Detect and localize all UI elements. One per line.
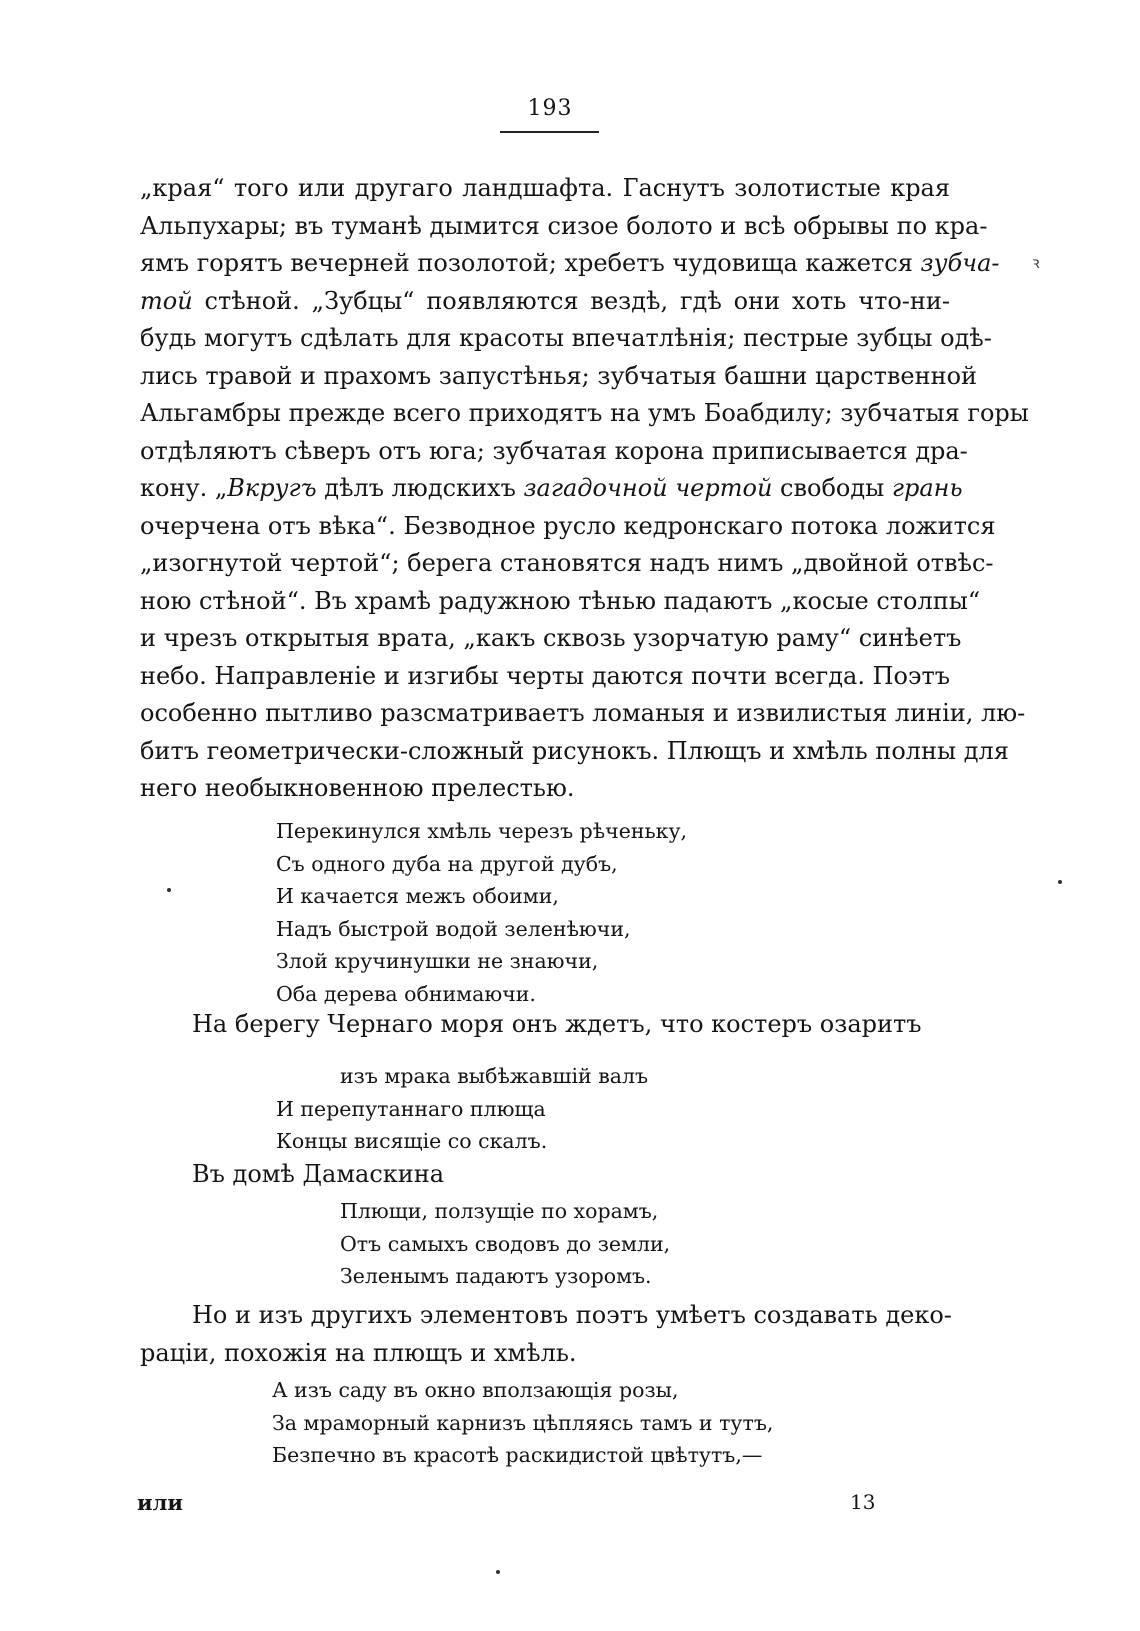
verse-line: Концы висящіе со скалъ. bbox=[276, 1129, 548, 1153]
verse-line: Оба дерева обнимаючи. bbox=[276, 981, 536, 1006]
text-line: будь могутъ сдѣлать для красоты впечатлѣнія; пестрые зубцы одѣ- bbox=[140, 324, 992, 352]
text-line: отдѣляютъ сѣверъ отъ юга; зубчатая корона приписывается дра- bbox=[140, 436, 968, 465]
body-paragraph bbox=[140, 170, 1029, 808]
text-line: кону. „Вкругъ дѣлъ людскихъ загадочной чертой свободы грань bbox=[140, 474, 963, 502]
signature-mark: 13 bbox=[850, 1490, 876, 1514]
text-line: „края“ того или другаго ландшафта. Гаснутъ золотистые края bbox=[140, 174, 950, 202]
italic-word: Вкругъ bbox=[227, 474, 317, 502]
text-line: лись травой и прахомъ запустѣнья; зубчатыя башни царственной bbox=[140, 361, 978, 390]
text-line: и чрезъ открытыя врата, „какъ сквозь узорчатую раму“ синѣетъ bbox=[140, 624, 962, 652]
verse-line: И перепутаннаго плюща bbox=[276, 1096, 546, 1121]
page-number: 193 bbox=[527, 96, 573, 121]
italic-word: грань bbox=[891, 474, 963, 502]
verse-line: Плющи, ползущіе по хорамъ, bbox=[340, 1199, 659, 1223]
print-speck bbox=[1058, 880, 1062, 884]
verse-line: За мраморный карнизъ цѣпляясь тамъ и тутъ, bbox=[272, 1410, 774, 1435]
text-line: особенно пытливо разсматриваетъ ломаныя и извилистыя линіи, лю- bbox=[140, 699, 1026, 727]
verse-quote-2 bbox=[276, 1060, 648, 1158]
margin-mark: ꝛ bbox=[1032, 253, 1040, 272]
text-line: битъ геометрически-сложный рисунокъ. Плющъ и хмѣль полны для bbox=[140, 736, 1009, 765]
italic-word: той bbox=[140, 286, 193, 315]
text-line: ною стѣной“. Въ храмѣ радужною тѣнью падаютъ „косые столпы“ bbox=[140, 586, 981, 615]
text-line: Но и изъ другихъ элементовъ поэтъ умѣетъ создавать деко- bbox=[192, 1301, 952, 1329]
text-line: небо. Направленіе и изгибы черты даются почти всегда. Поэтъ bbox=[140, 661, 950, 690]
text-line: него необыкновенною прелестью. bbox=[140, 774, 575, 802]
verse-quote-4 bbox=[272, 1374, 773, 1472]
text-line: Альгамбры прежде всего приходятъ на умъ Боабдилу; зубчатыя горы bbox=[140, 399, 1029, 427]
verse-line: Съ одного дуба на другой дубъ, bbox=[276, 851, 618, 876]
verse-line: Злой кручинушки не знаючи, bbox=[276, 949, 599, 973]
verse-line: Отъ самыхъ сводовъ до земли, bbox=[340, 1231, 671, 1256]
verse-line: Перекинулся хмѣль черезъ рѣченьку, bbox=[276, 819, 688, 843]
print-speck bbox=[496, 1570, 500, 1574]
text-line: Альпухары; въ туманѣ дымится сизое болото и всѣ обрывы по кра- bbox=[140, 211, 988, 240]
verse-line: Зеленымъ падаютъ узоромъ. bbox=[340, 1264, 652, 1288]
italic-word: зубча- bbox=[920, 249, 1000, 277]
italic-phrase: загадочной чертой bbox=[523, 474, 773, 502]
intro-line-2: На берегу Чернаго моря онъ ждетъ, что костеръ озаритъ bbox=[192, 1010, 922, 1038]
closing-word: или bbox=[137, 1490, 183, 1515]
print-speck bbox=[167, 888, 171, 892]
verse-line: А изъ саду въ окно вползающія розы, bbox=[272, 1378, 679, 1402]
intro-line-3: Въ домѣ Дамаскина bbox=[192, 1160, 445, 1188]
text-line: „изогнутой чертой“; берега становятся надъ нимъ „двойной отвѣс- bbox=[140, 549, 994, 577]
verse-line: изъ мрака выбѣжавшій валъ bbox=[340, 1064, 649, 1088]
verse-quote-3 bbox=[340, 1195, 670, 1293]
text-line: раціи, похожія на плющъ и хмѣль. bbox=[140, 1338, 577, 1367]
verse-line: И качается межъ обоими, bbox=[276, 884, 559, 908]
text-line: той стѣной. „Зубцы“ появляются вездѣ, гдѣ они хоть что-ни- bbox=[140, 286, 950, 315]
text-line: ямъ горятъ вечерней позолотой; хребетъ чудовища кажется зубча- bbox=[140, 249, 1000, 277]
verse-line: Безпечно въ красотѣ раскидистой цвѣтутъ,— bbox=[272, 1443, 763, 1467]
second-paragraph bbox=[140, 1297, 950, 1372]
verse-quote-1 bbox=[276, 815, 687, 1010]
text-line: очерчена отъ вѣка“. Безводное русло кедронскаго потока ложится bbox=[140, 511, 996, 540]
header-rule bbox=[500, 131, 599, 133]
verse-line: Надъ быстрой водой зеленѣючи, bbox=[276, 916, 631, 941]
